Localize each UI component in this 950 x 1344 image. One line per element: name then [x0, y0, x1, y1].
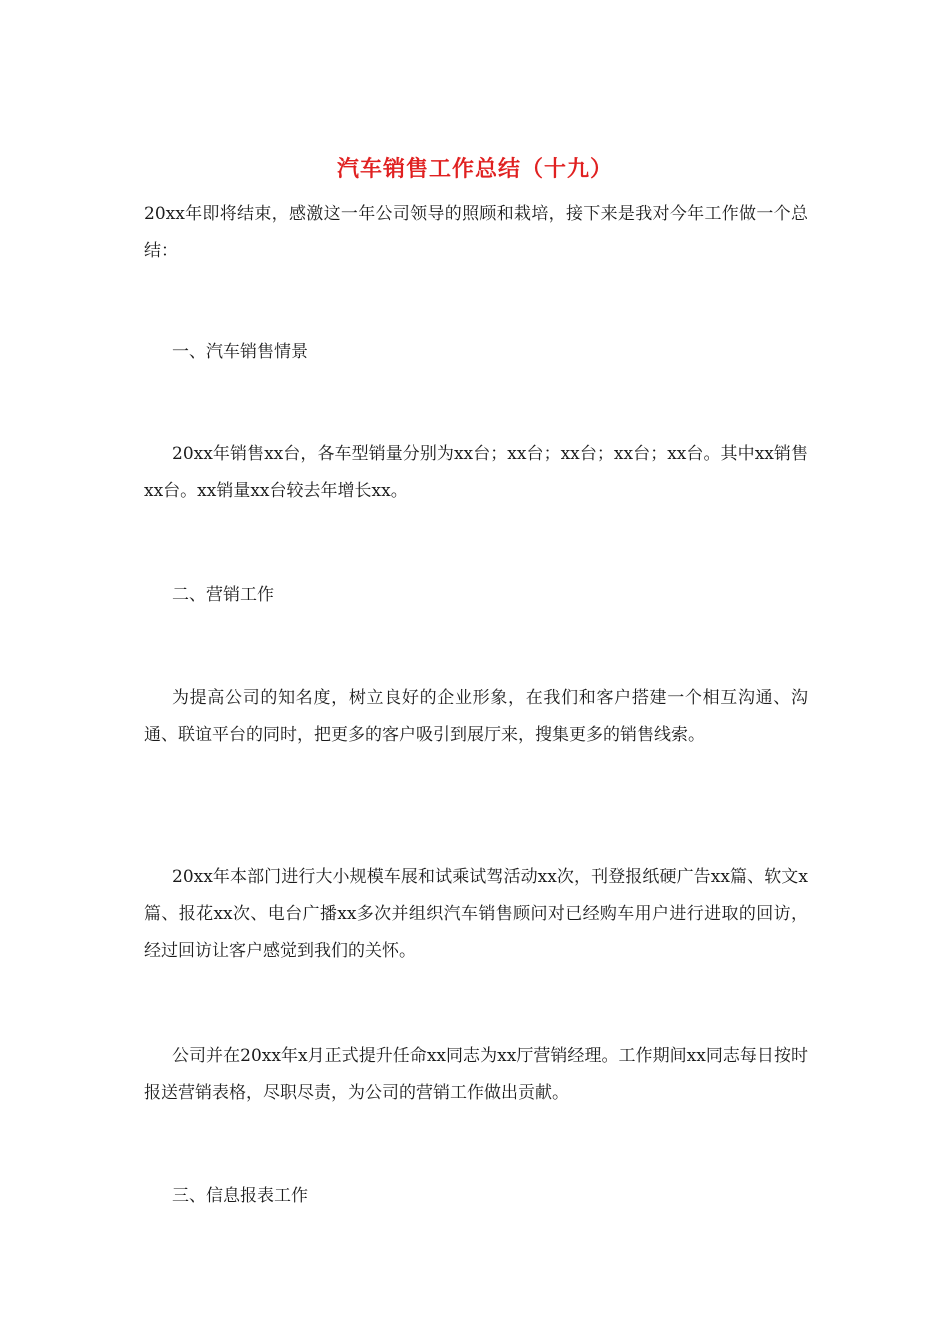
- section2-paragraph-2: 20xx年本部门进行大小规模车展和试乘试驾活动xx次，刊登报纸硬广告xx篇、软文x篇、报花xx次、电台广播xx多次并组织汽车销售顾问对已经购车用户进行进取的回访，经过回访让客户感觉到我们的关怀。: [144, 867, 808, 961]
- section2-paragraph-3: 公司并在20xx年x月正式提升任命xx同志为xx厅营销经理。工作期间xx同志每日按时报送营销表格，尽职尽责，为公司的营销工作做出贡献。: [144, 1046, 808, 1103]
- section1-paragraph-1: 20xx年销售xx台，各车型销量分别为xx台；xx台；xx台；xx台；xx台。其中xx销售xx台。xx销量xx台较去年增长xx。: [144, 444, 808, 501]
- section-heading-1: 一、汽车销售情景: [172, 342, 308, 362]
- section2-paragraph-1: 为提高公司的知名度，树立良好的企业形象，在我们和客户搭建一个相互沟通、沟通、联谊平台的同时，把更多的客户吸引到展厅来，搜集更多的销售线索。: [144, 688, 808, 745]
- document-title: 汽车销售工作总结（十九）: [336, 156, 613, 182]
- section-heading-2: 二、营销工作: [172, 585, 274, 605]
- intro-paragraph: 20xx年即将结束，感激这一年公司领导的照顾和栽培，接下来是我对今年工作做一个总结：: [144, 204, 808, 261]
- section-heading-3: 三、信息报表工作: [172, 1186, 308, 1206]
